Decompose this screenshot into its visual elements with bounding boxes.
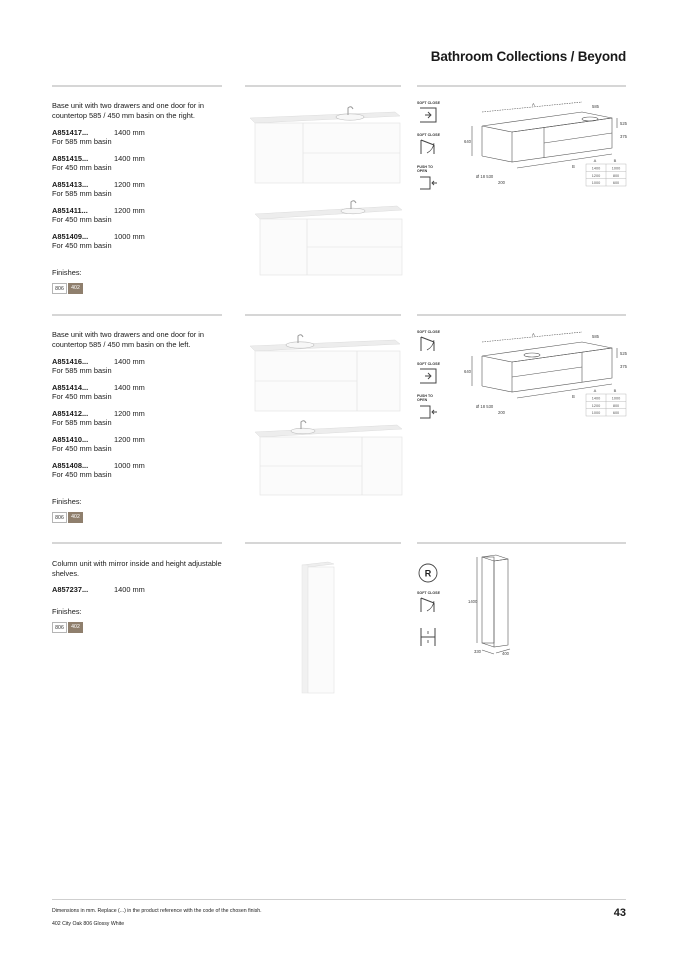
dim-label: 525 bbox=[620, 351, 627, 356]
dim-table-header: B bbox=[613, 158, 617, 163]
section-rule bbox=[417, 85, 626, 87]
page-number: 43 bbox=[613, 907, 626, 919]
product-description: Base unit with two drawers and one door for in countertop 585 / 450 mm basin on the right. bbox=[52, 101, 205, 120]
ref-basin: For 450 mm basin bbox=[52, 163, 112, 173]
adjustable-shelves-icon bbox=[417, 626, 439, 648]
dimension-table bbox=[584, 388, 628, 418]
dim-label: 200 bbox=[498, 180, 505, 185]
finish-swatch-402: 402 bbox=[68, 512, 83, 523]
dim-table-cell: 600 bbox=[612, 411, 620, 416]
product-reference bbox=[52, 357, 222, 376]
ref-size: 1200 mm bbox=[114, 206, 145, 215]
reversible-label: R bbox=[424, 568, 432, 579]
technical-drawing bbox=[468, 553, 524, 657]
dim-label: 375 bbox=[620, 134, 627, 139]
finish-swatch-806: 806 bbox=[52, 512, 67, 523]
soft-close-door-icon bbox=[417, 334, 439, 354]
dim-table-cell: 1000 bbox=[591, 411, 601, 416]
ref-code: A851414... bbox=[52, 383, 89, 392]
feature-reversible bbox=[417, 562, 441, 585]
product-reference bbox=[52, 206, 222, 225]
product-reference bbox=[52, 128, 222, 147]
product-image-basin-right bbox=[245, 100, 405, 280]
dim-label: 640 bbox=[464, 139, 471, 144]
dim-table-cell: 800 bbox=[612, 403, 620, 408]
product-description: Column unit with mirror inside and height adjustable shelves. bbox=[52, 559, 222, 578]
product-reference bbox=[52, 232, 222, 251]
ref-code: A851412... bbox=[52, 409, 89, 418]
ref-code: A857237... bbox=[52, 585, 89, 594]
dim-table-cell: 1200 bbox=[591, 403, 601, 408]
feature-soft-close bbox=[417, 133, 441, 158]
dim-label: Ø 18 530 bbox=[476, 174, 494, 179]
feature-push-to-open bbox=[417, 394, 441, 424]
feature-label: PUSH TO OPEN bbox=[417, 394, 433, 403]
ref-size: 1400 mm bbox=[114, 154, 145, 163]
ref-basin: For 450 mm basin bbox=[52, 470, 112, 480]
dim-table-cell: 1000 bbox=[591, 181, 601, 186]
dim-label: 1400 bbox=[468, 599, 478, 604]
product-image-basin-left bbox=[245, 328, 405, 508]
ref-size: 1200 mm bbox=[114, 180, 145, 189]
ref-code: A851410... bbox=[52, 435, 89, 444]
section-rule bbox=[52, 314, 222, 316]
ref-basin: For 450 mm basin bbox=[52, 241, 112, 251]
feature-soft-close bbox=[417, 591, 441, 616]
section-rule bbox=[245, 542, 401, 544]
feature-label: SOFT CLOSE bbox=[417, 101, 440, 105]
ref-basin: For 585 mm basin bbox=[52, 189, 112, 199]
ref-size: 1000 mm bbox=[114, 232, 145, 241]
ref-basin: For 585 mm basin bbox=[52, 366, 112, 376]
ref-size: 1200 mm bbox=[114, 435, 145, 444]
dim-label: 375 bbox=[620, 364, 627, 369]
ref-size: 1400 mm bbox=[114, 585, 145, 594]
dim-table-cell: 1400 bbox=[591, 396, 601, 401]
soft-close-drawer-icon bbox=[417, 366, 439, 386]
ref-basin: For 450 mm basin bbox=[52, 392, 112, 402]
page-title: Bathroom Collections / Beyond bbox=[430, 49, 626, 64]
dim-label: 585 bbox=[592, 104, 599, 109]
feature-soft-close bbox=[417, 101, 441, 126]
dim-label: 525 bbox=[620, 121, 627, 126]
feature-adjustable-shelves bbox=[417, 626, 441, 649]
feature-label: SOFT CLOSE bbox=[417, 133, 440, 137]
ref-basin: For 450 mm basin bbox=[52, 444, 112, 454]
footer-finishes: 402 City Oak 806 Glossy White bbox=[52, 921, 125, 927]
product-reference bbox=[52, 154, 222, 173]
section-rule bbox=[245, 85, 401, 87]
ref-size: 1000 mm bbox=[114, 461, 145, 470]
section-rule bbox=[52, 85, 222, 87]
feature-soft-close bbox=[417, 362, 441, 387]
reversible-icon bbox=[417, 562, 439, 584]
feature-push-to-open bbox=[417, 165, 441, 195]
ref-basin: For 585 mm basin bbox=[52, 137, 112, 147]
feature-label: SOFT CLOSE bbox=[417, 362, 440, 366]
dimension-table bbox=[584, 158, 628, 188]
finish-swatch-806: 806 bbox=[52, 622, 67, 633]
dim-table-cell: 600 bbox=[612, 181, 620, 186]
dim-table-header: A bbox=[593, 158, 597, 163]
finish-swatch-806: 806 bbox=[52, 283, 67, 294]
section-rule bbox=[52, 542, 222, 544]
product-reference bbox=[52, 180, 222, 199]
dim-table-header: B bbox=[613, 388, 617, 393]
ref-size: 1400 mm bbox=[114, 357, 145, 366]
product-reference bbox=[52, 461, 222, 480]
dim-label: 330 bbox=[474, 649, 481, 654]
footer-rule bbox=[52, 899, 626, 900]
ref-basin: For 450 mm basin bbox=[52, 215, 112, 225]
ref-code: A851409... bbox=[52, 232, 89, 241]
finishes-label: Finishes: bbox=[52, 607, 82, 616]
section-rule bbox=[417, 542, 626, 544]
product-image-column bbox=[298, 560, 338, 695]
dim-label: 400 bbox=[502, 651, 509, 656]
ref-code: A851417... bbox=[52, 128, 89, 137]
ref-size: 1400 mm bbox=[114, 128, 145, 137]
finish-swatch-402: 402 bbox=[68, 283, 83, 294]
dim-label: B bbox=[572, 164, 575, 169]
finishes-label: Finishes: bbox=[52, 497, 82, 506]
dim-label: A bbox=[532, 332, 535, 337]
product-reference bbox=[52, 435, 222, 454]
dim-table-cell: 1400 bbox=[591, 166, 601, 171]
footer-note: Dimensions in mm. Replace (...) in the product reference with the code of the chosen finish. bbox=[52, 908, 262, 914]
finishes-label: Finishes: bbox=[52, 268, 82, 277]
dim-label: 200 bbox=[498, 410, 505, 415]
product-reference bbox=[52, 409, 222, 428]
ref-code: A851408... bbox=[52, 461, 89, 470]
dim-table-cell: 1000 bbox=[611, 396, 621, 401]
product-description: Base unit with two drawers and one door for in countertop 585 / 450 mm basin on the left. bbox=[52, 330, 205, 349]
push-to-open-icon bbox=[417, 173, 439, 193]
ref-code: A851413... bbox=[52, 180, 89, 189]
dim-table-cell: 1000 bbox=[611, 166, 621, 171]
product-reference bbox=[52, 585, 222, 594]
feature-label: PUSH TO OPEN bbox=[417, 165, 433, 174]
dim-table-cell: 1200 bbox=[591, 173, 601, 178]
finish-swatch-402: 402 bbox=[68, 622, 83, 633]
ref-size: 1400 mm bbox=[114, 383, 145, 392]
soft-close-drawer-icon bbox=[417, 105, 439, 125]
section-rule bbox=[245, 314, 401, 316]
dim-label: Ø 18 530 bbox=[476, 404, 494, 409]
section-rule bbox=[417, 314, 626, 316]
ref-code: A851416... bbox=[52, 357, 89, 366]
dim-label: 585 bbox=[592, 334, 599, 339]
ref-basin: For 585 mm basin bbox=[52, 418, 112, 428]
dim-table-cell: 800 bbox=[612, 173, 620, 178]
ref-size: 1200 mm bbox=[114, 409, 145, 418]
feature-soft-close bbox=[417, 330, 441, 355]
ref-code: A851411... bbox=[52, 206, 88, 215]
dim-table-header: A bbox=[593, 388, 597, 393]
feature-label: SOFT CLOSE bbox=[417, 330, 440, 334]
dim-label: B bbox=[572, 394, 575, 399]
ref-code: A851415... bbox=[52, 154, 89, 163]
dim-label: 640 bbox=[464, 369, 471, 374]
product-reference bbox=[52, 383, 222, 402]
push-to-open-icon bbox=[417, 402, 439, 422]
dim-label: A bbox=[532, 102, 535, 107]
feature-label: SOFT CLOSE bbox=[417, 591, 440, 595]
soft-close-door-icon bbox=[417, 137, 439, 157]
soft-close-door-icon bbox=[417, 595, 439, 615]
